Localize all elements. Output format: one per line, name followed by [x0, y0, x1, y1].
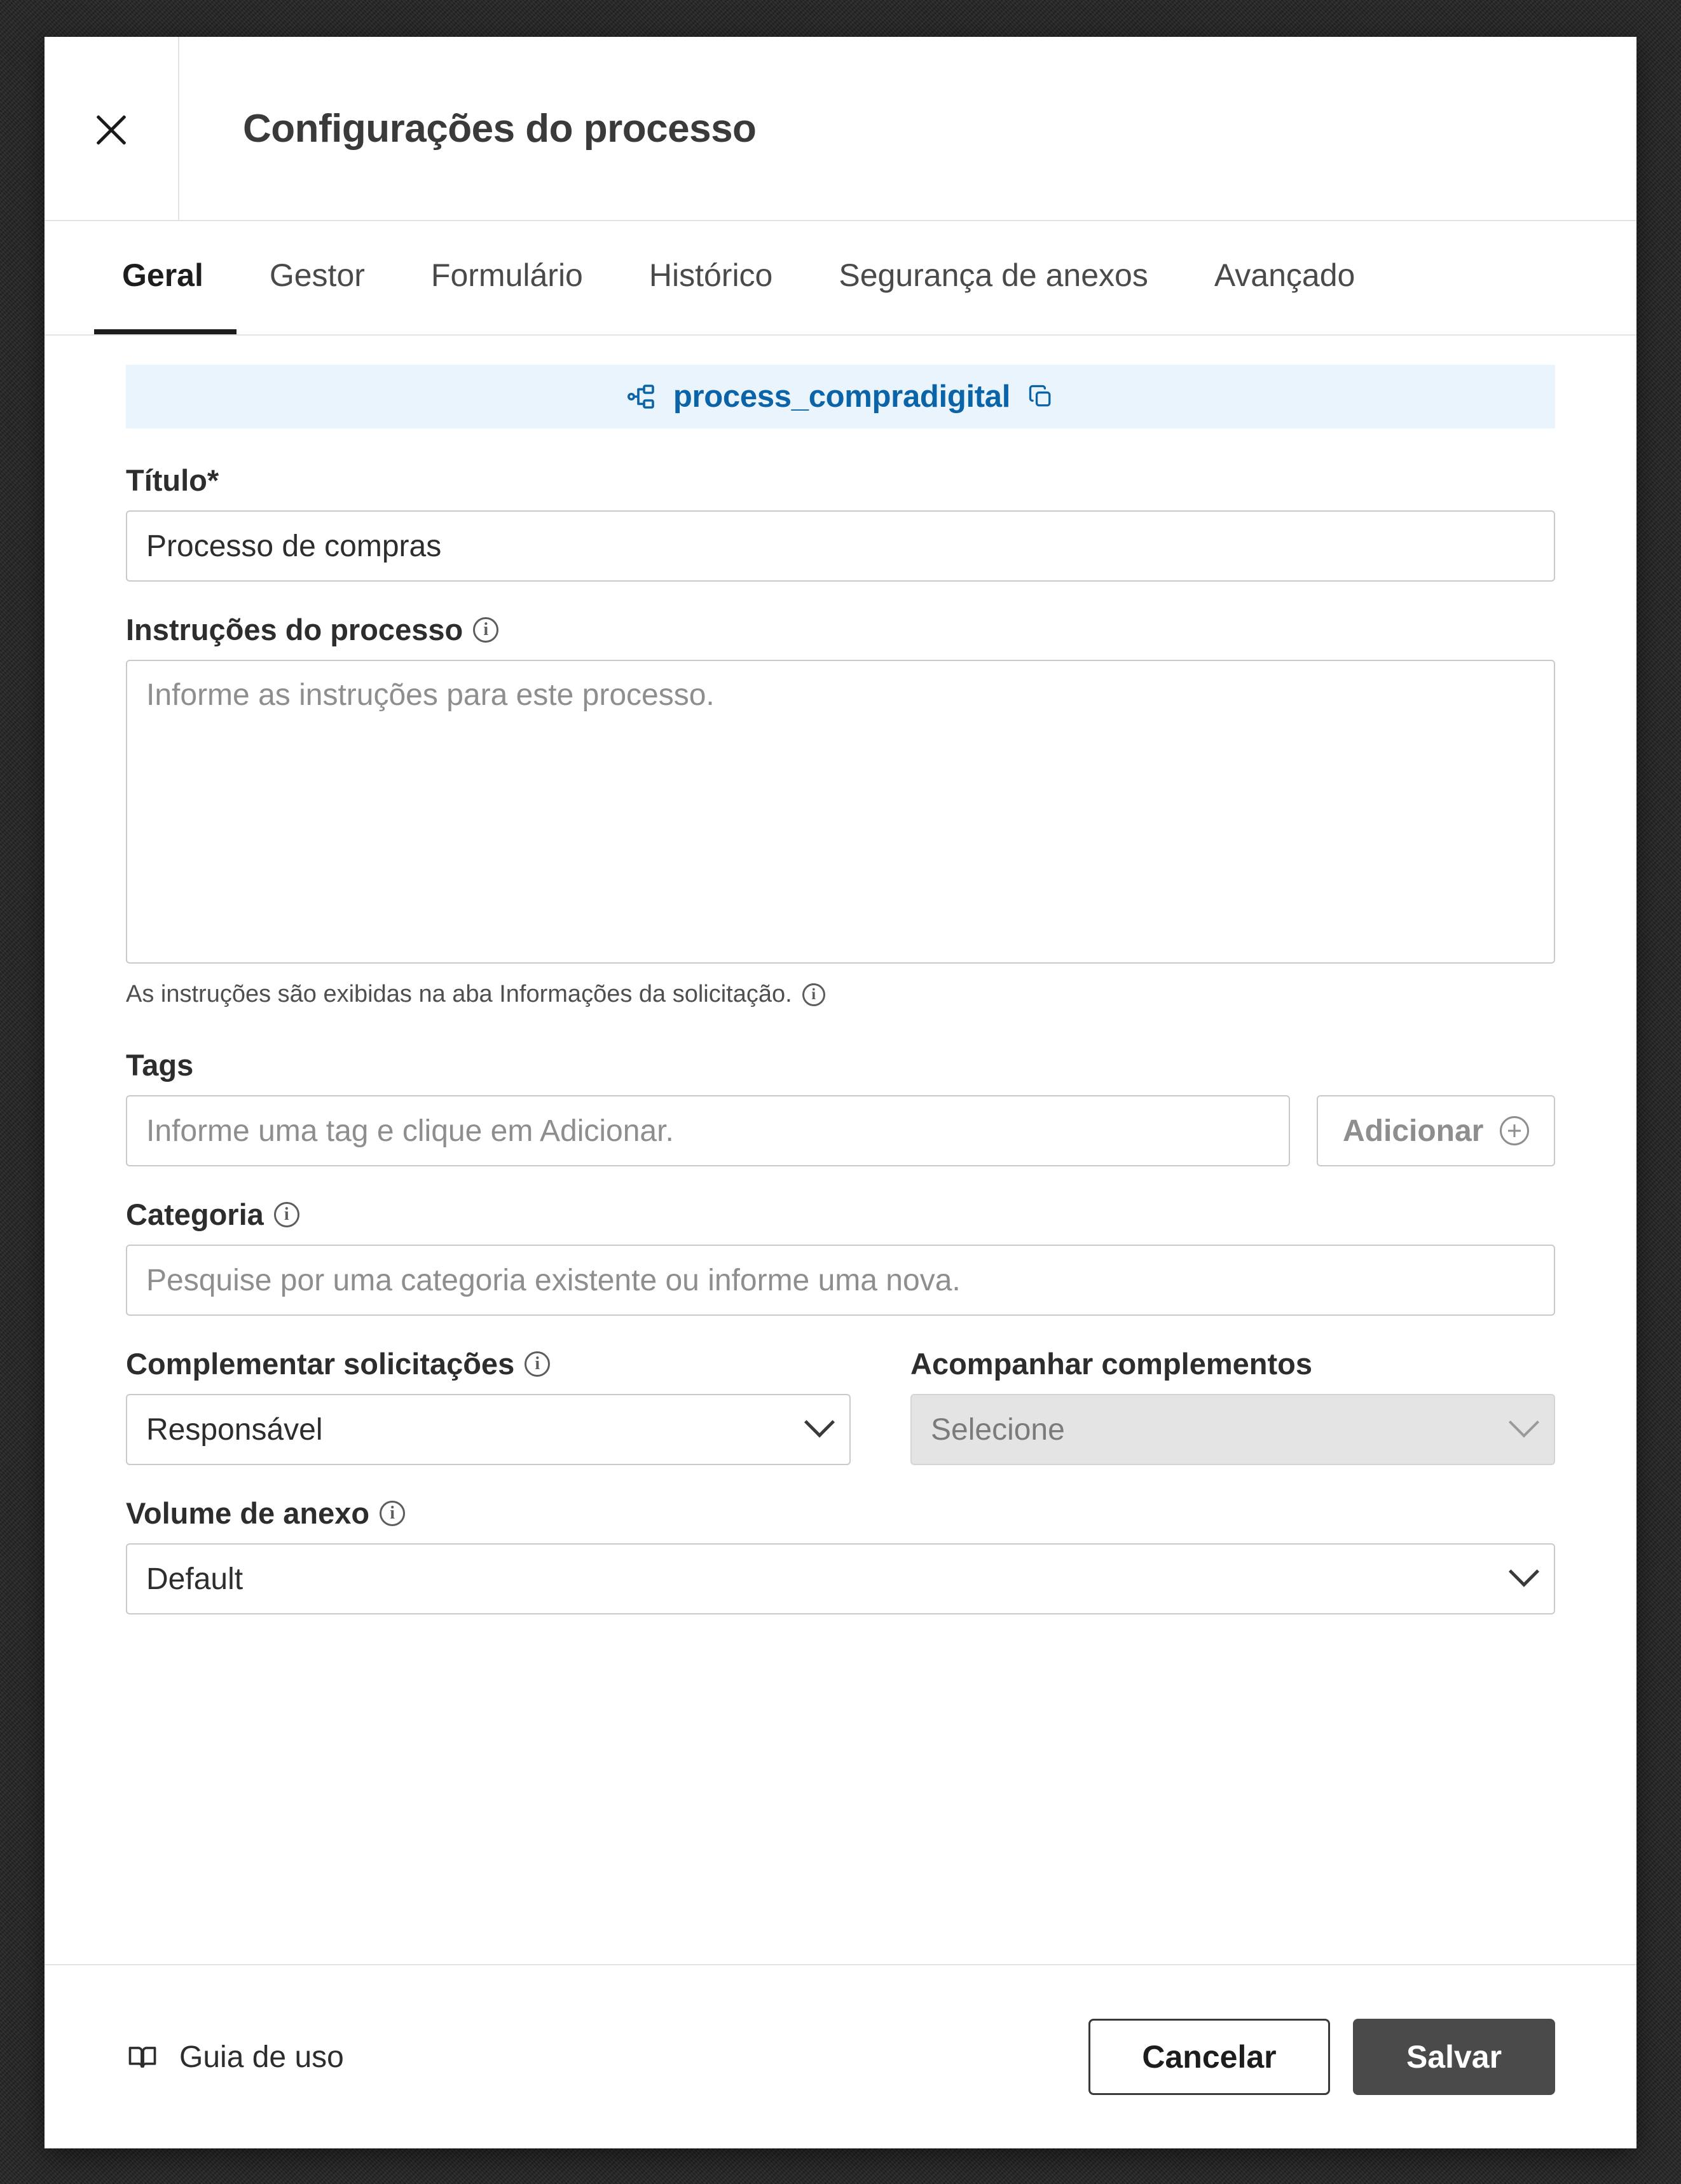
- chevron-down-icon: [1509, 1407, 1539, 1438]
- tags-row: [126, 1095, 1555, 1166]
- selects-row: [126, 1346, 1555, 1465]
- field-complementar-solicitacoes: [126, 1346, 851, 1465]
- tab-bar: [45, 221, 1636, 336]
- categoria-label: Categoria: [126, 1198, 264, 1231]
- tab-seguranca-de-anexos[interactable]: Segurança de anexos: [839, 257, 1148, 293]
- page-title: Configurações do processo: [243, 106, 757, 151]
- tab-formulario[interactable]: Formulário: [430, 257, 583, 293]
- titulo-input[interactable]: [126, 510, 1555, 582]
- instrucoes-helper-row: [126, 981, 1555, 1008]
- field-tags: [126, 1048, 1555, 1166]
- complementar-select[interactable]: [126, 1394, 851, 1465]
- categoria-input[interactable]: [126, 1245, 1555, 1316]
- footer-actions: [1088, 2019, 1555, 2095]
- close-icon: [92, 109, 131, 148]
- acompanhar-label-row: [910, 1346, 1555, 1381]
- complementar-value: Responsável: [146, 1412, 323, 1447]
- instrucoes-helper-text: As instruções são exibidas na aba Informações da solicitação.: [126, 981, 792, 1007]
- acompanhar-value: Selecione: [931, 1412, 1065, 1447]
- titulo-label: Título*: [126, 463, 219, 497]
- complementar-label-row: [126, 1346, 851, 1381]
- guia-de-uso-link[interactable]: [126, 2040, 344, 2075]
- add-tag-label: Adicionar: [1343, 1114, 1484, 1148]
- guia-de-uso-label: Guia de uso: [179, 2040, 344, 2074]
- process-identifier-banner: [126, 365, 1555, 428]
- save-button[interactable]: Salvar: [1353, 2019, 1555, 2095]
- volume-value: Default: [146, 1562, 244, 1596]
- process-identifier-label: process_compradigital: [673, 379, 1011, 414]
- process-settings-dialog: [45, 37, 1636, 2148]
- info-icon[interactable]: i: [274, 1202, 299, 1227]
- field-titulo: [126, 463, 1555, 582]
- instrucoes-label-row: [126, 612, 1555, 647]
- tags-label: Tags: [126, 1048, 194, 1082]
- chevron-down-icon: [804, 1407, 835, 1438]
- sitemap-icon: [626, 381, 657, 412]
- info-icon[interactable]: i: [473, 617, 498, 643]
- complementar-label: Complementar solicitações: [126, 1347, 515, 1381]
- field-acompanhar-complementos: [910, 1346, 1555, 1465]
- field-categoria: [126, 1197, 1555, 1316]
- field-instrucoes: [126, 612, 1555, 1008]
- chevron-down-icon: [1509, 1557, 1539, 1587]
- cancel-button[interactable]: Cancelar: [1088, 2019, 1330, 2095]
- volume-label: Volume de anexo: [126, 1496, 370, 1530]
- instrucoes-textarea[interactable]: [126, 660, 1555, 964]
- volume-label-row: [126, 1496, 1555, 1531]
- book-icon: [126, 2040, 159, 2073]
- info-icon[interactable]: i: [802, 983, 825, 1006]
- info-icon[interactable]: i: [525, 1351, 550, 1377]
- dialog-body: [45, 336, 1636, 1964]
- volume-select[interactable]: [126, 1543, 1555, 1614]
- tab-gestor[interactable]: Gestor: [269, 257, 365, 293]
- instrucoes-label: Instruções do processo: [126, 613, 463, 646]
- close-button[interactable]: [45, 37, 179, 220]
- tab-historico[interactable]: Histórico: [648, 257, 773, 293]
- info-icon[interactable]: i: [380, 1501, 405, 1526]
- copy-icon[interactable]: [1027, 383, 1055, 411]
- acompanhar-select: [910, 1394, 1555, 1465]
- dialog-footer: [45, 1964, 1636, 2148]
- acompanhar-label: Acompanhar complementos: [910, 1347, 1313, 1381]
- categoria-label-row: [126, 1197, 1555, 1232]
- tab-geral[interactable]: Geral: [94, 221, 237, 334]
- field-volume-de-anexo: [126, 1496, 1555, 1614]
- dialog-header: [45, 37, 1636, 221]
- tags-input[interactable]: [126, 1095, 1290, 1166]
- tab-avancado[interactable]: Avançado: [1214, 257, 1355, 293]
- plus-circle-icon: [1500, 1116, 1529, 1145]
- add-tag-button[interactable]: [1317, 1095, 1555, 1166]
